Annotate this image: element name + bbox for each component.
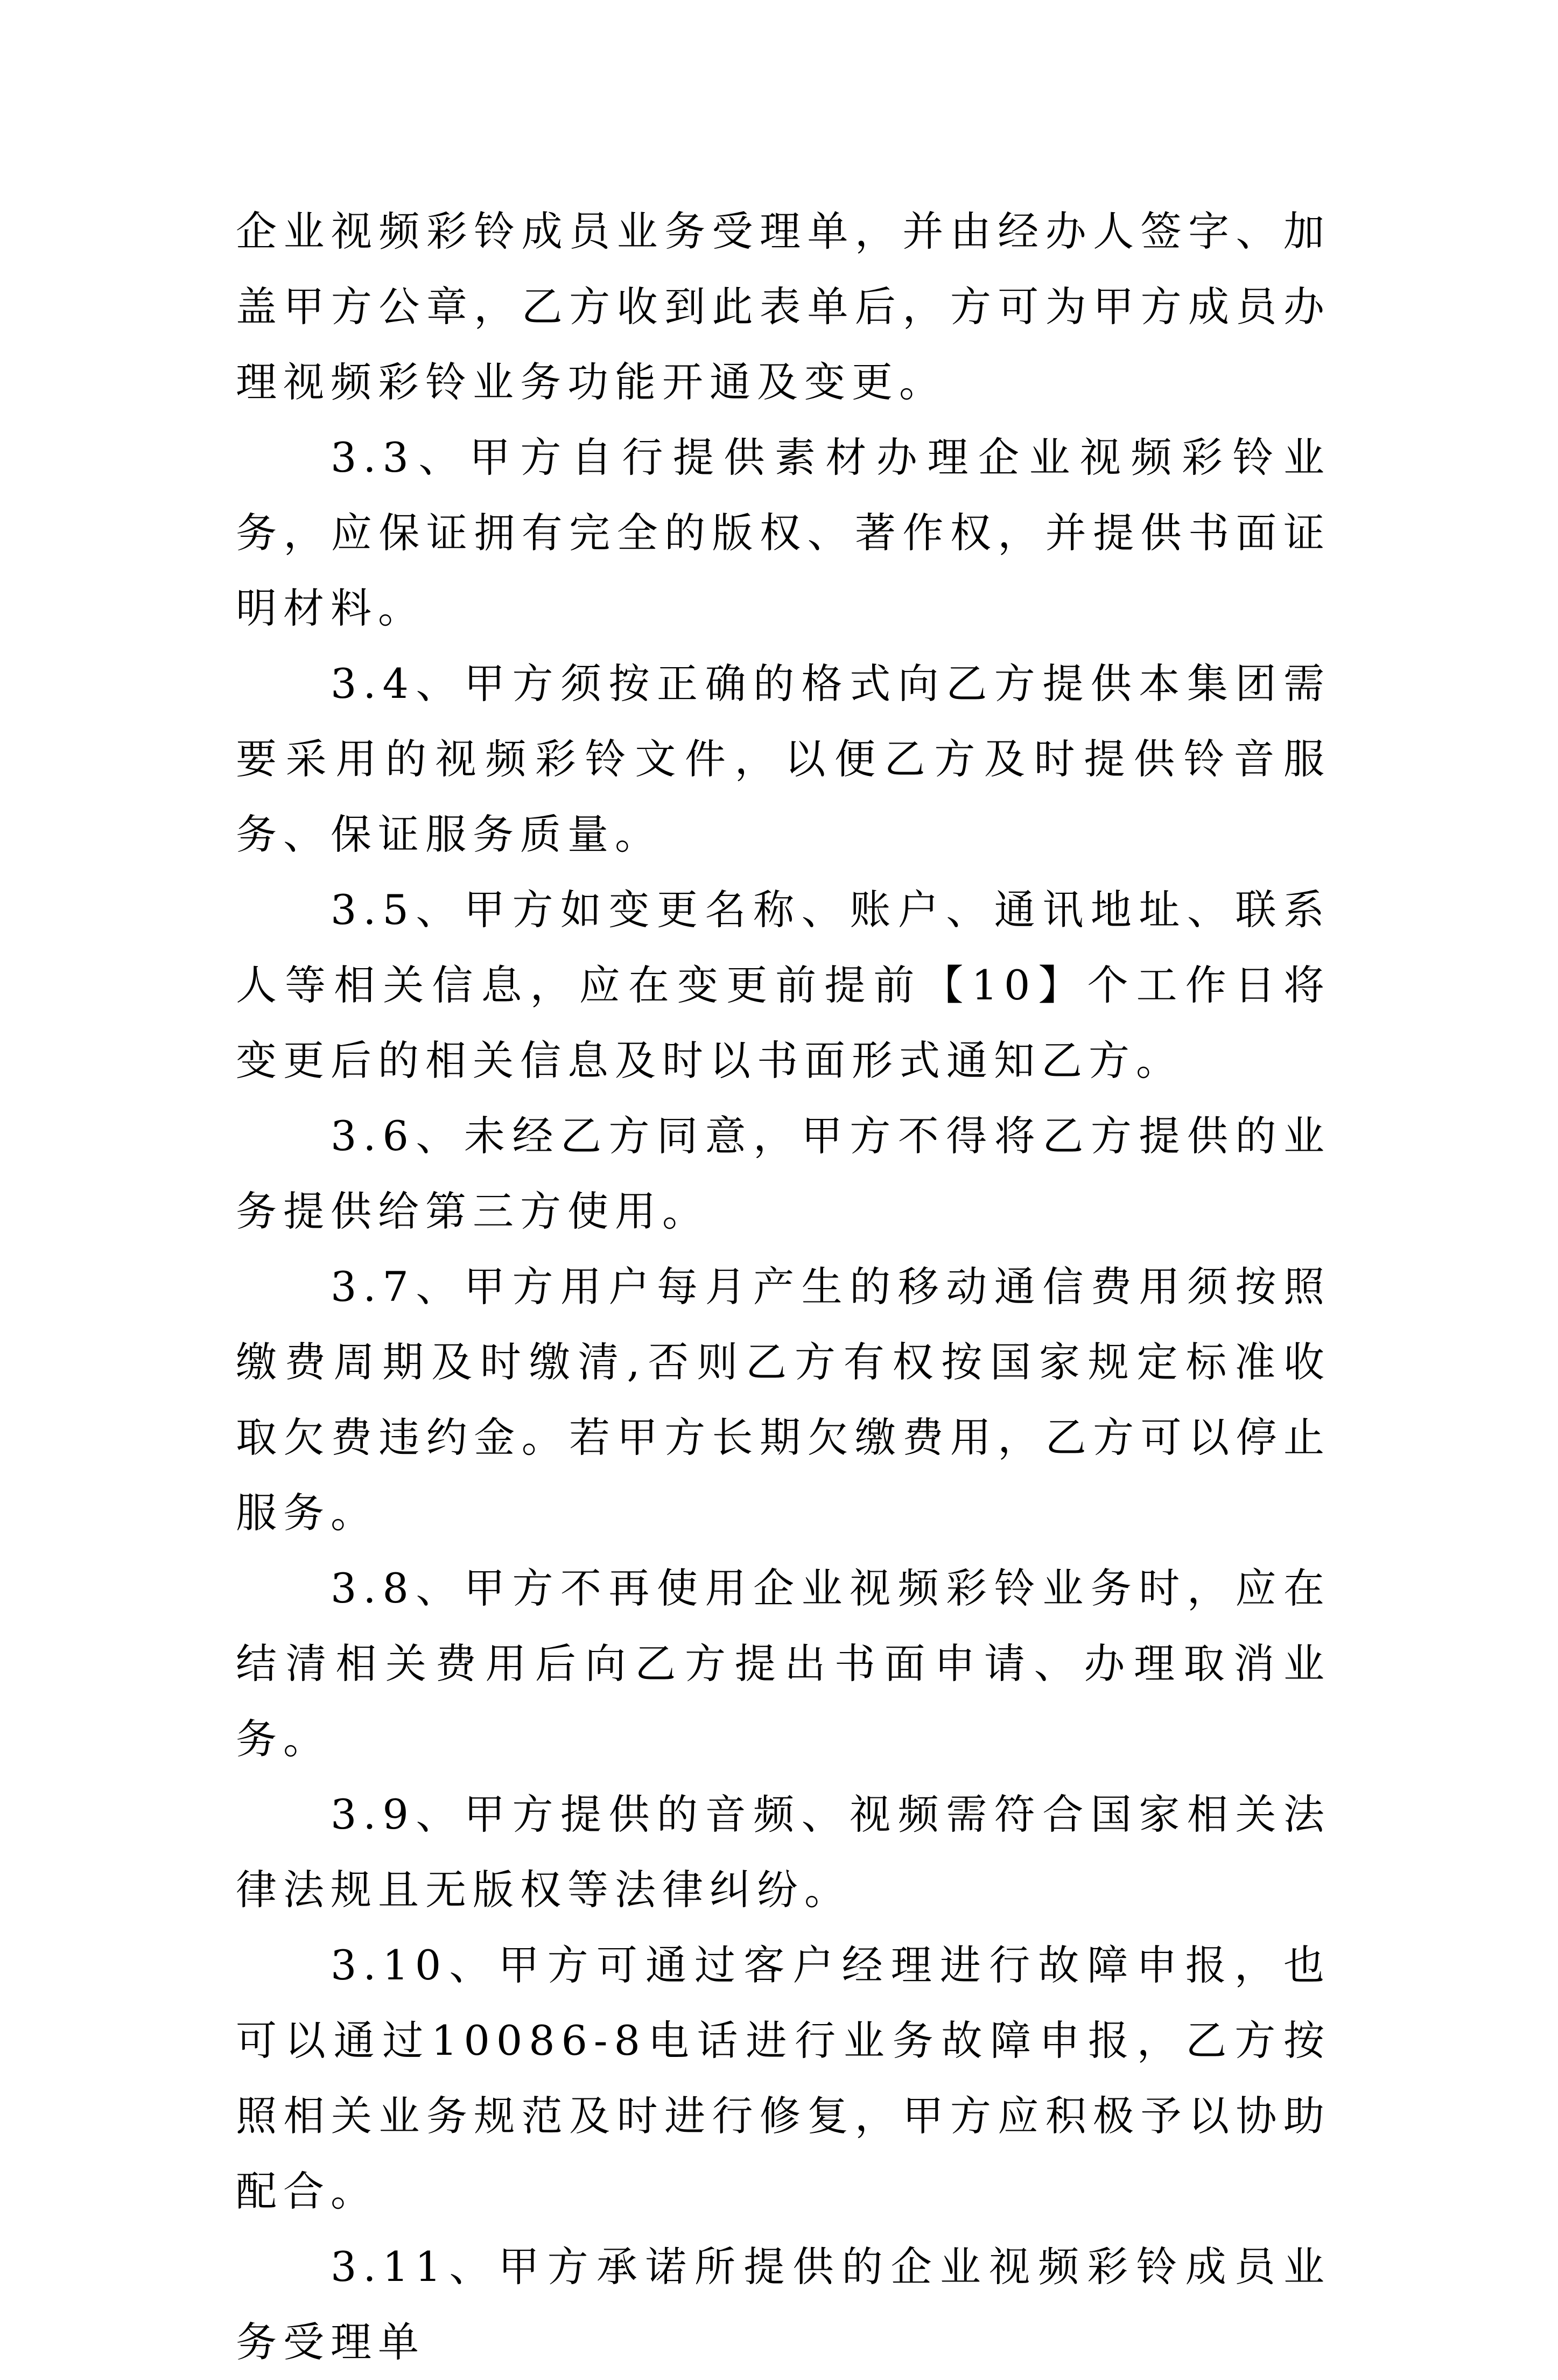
clause-3-9: 3.9、甲方提供的音频、视频需符合国家相关法律法规且无版权等法律纠纷。 [236, 1790, 1331, 1914]
clause-3-5: 3.5、甲方如变更名称、账户、通讯地址、联系人等相关信息，应在变更前提前【10】个工作日将变更后的相关信息及时以书面形式通知乙方。 [236, 886, 1331, 1084]
clause-3-6: 3.6、未经乙方同意，甲方不得将乙方提供的业务提供给第三方使用。 [236, 1112, 1331, 1235]
document-body [236, 194, 1331, 2380]
clause-3-11: 3.11、甲方承诺所提供的企业视频彩铃成员业务受理单 [236, 2243, 1331, 2366]
paragraph-continuation: 企业视频彩铃成员业务受理单，并由经办人签字、加盖甲方公章，乙方收到此表单后，方可为甲方成员办理视频彩铃业务功能开通及变更。 [236, 207, 1331, 406]
clause-3-7: 3.7、甲方用户每月产生的移动通信费用须按照缴费周期及时缴清,否则乙方有权按国家规定标准收取欠费违约金。若甲方长期欠缴费用，乙方可以停止服务。 [236, 1263, 1331, 1537]
clause-3-3: 3.3、甲方自行提供素材办理企业视频彩铃业务，应保证拥有完全的版权、著作权，并提供书面证明材料。 [236, 433, 1331, 632]
clause-3-8: 3.8、甲方不再使用企业视频彩铃业务时，应在结清相关费用后向乙方提出书面申请、办理取消业务。 [236, 1564, 1331, 1763]
clause-3-4: 3.4、甲方须按正确的格式向乙方提供本集团需要采用的视频彩铃文件，以便乙方及时提供铃音服务、保证服务质量。 [236, 660, 1331, 858]
clause-3-10: 3.10、甲方可通过客户经理进行故障申报，也可以通过10086-8电话进行业务故障申报，乙方按照相关业务规范及时进行修复，甲方应积极予以协助配合。 [236, 1941, 1331, 2215]
